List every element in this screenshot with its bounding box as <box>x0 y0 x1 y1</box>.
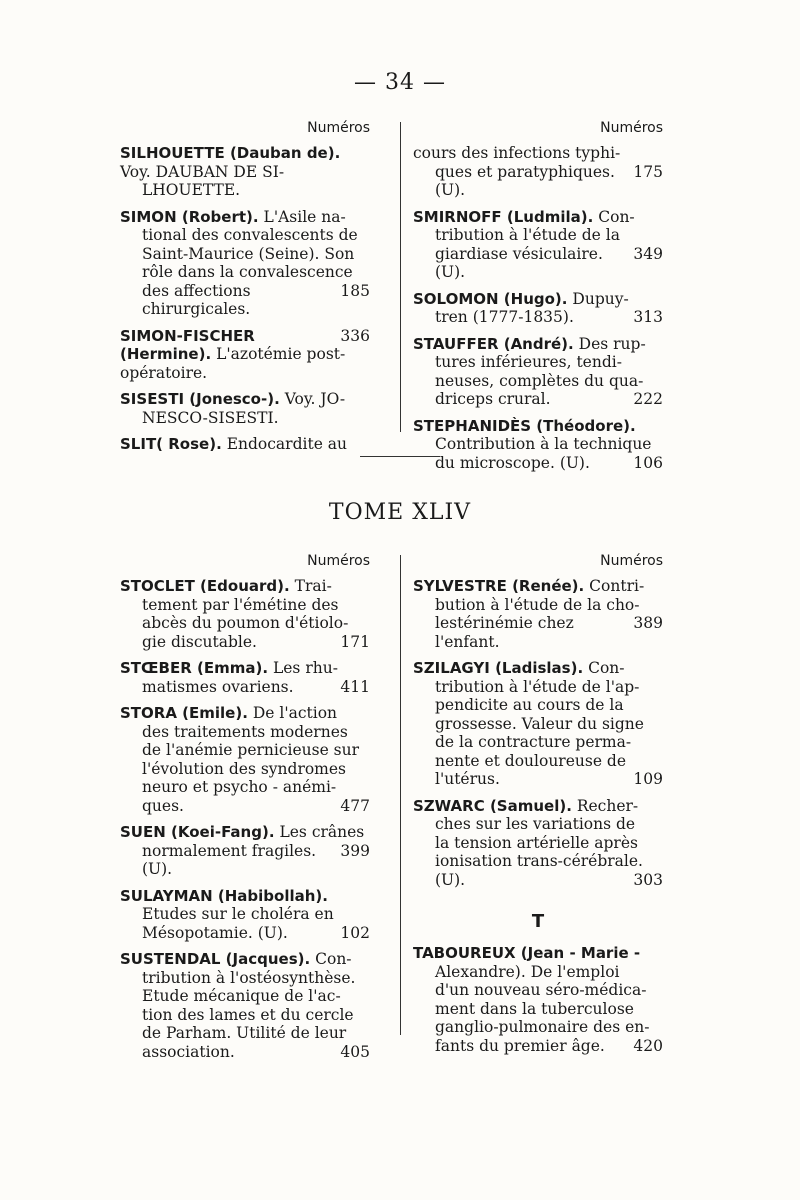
entry-number: 102 <box>340 923 370 942</box>
entry-text-line: NESCO-SISESTI. <box>142 408 279 427</box>
entry-text-line: de la contracture perma- <box>435 733 632 751</box>
entry-text-line: tren (1777-1835). <box>435 308 574 326</box>
top-right-column <box>413 120 663 480</box>
entry-author: SZWARC (Samuel). <box>413 796 572 815</box>
entry-text-line: l'utérus. <box>435 770 500 788</box>
entry-first-line <box>120 659 370 678</box>
entry-author: SLIT( Rose). <box>120 435 222 453</box>
entry-text-line: neuro et psycho - anémi- <box>142 778 337 796</box>
index-entry <box>120 327 370 383</box>
entry-number: 109 <box>633 770 663 788</box>
index-entry <box>413 797 663 890</box>
entry-text-line: (U). <box>435 870 466 889</box>
entry-list <box>413 144 663 472</box>
entry-text-line: normalement fragiles. (U). <box>142 841 317 878</box>
entry-first-line <box>413 144 663 163</box>
entry-text: Con- <box>315 950 352 968</box>
index-entry <box>120 144 370 200</box>
column-divider <box>400 555 401 1035</box>
page-number: — 34 — <box>354 70 446 95</box>
entry-text: Endocardite au <box>226 435 348 453</box>
entry-text-line: neuses, complètes du qua- <box>435 371 644 390</box>
entry-first-line <box>120 887 370 906</box>
entry-author: SIMON-FISCHER (Hermine). <box>120 326 255 363</box>
entry-author: SUSTENDAL (Jacques). <box>120 950 311 968</box>
entry-number: 349 <box>633 244 663 263</box>
entry-author: TABOUREUX (Jean - Marie - <box>413 944 641 962</box>
entry-text-line: Alexandre). De l'emploi <box>435 962 620 981</box>
entry-first-line <box>120 327 370 383</box>
entry-text-line: ques et paratyphiques. (U). <box>435 162 615 199</box>
entry-author: SIMON (Robert). <box>120 207 259 226</box>
entry-first-line <box>413 335 663 354</box>
entry-text-line: du microscope. (U). <box>435 453 590 472</box>
entry-first-line <box>413 659 663 678</box>
index-entry <box>120 390 370 427</box>
entry-text: Voy. JO- <box>284 390 346 408</box>
entry-text: Recher- <box>576 796 639 815</box>
entry-text-line: la tension artérielle après <box>435 833 638 852</box>
entry-author: STŒBER (Emma). <box>120 659 269 677</box>
entry-text-line: tional des convalescents de <box>142 226 358 244</box>
entry-first-line <box>413 417 663 436</box>
entry-text: Trai- <box>294 577 332 595</box>
entry-text-line: tures inférieures, tendi- <box>435 353 622 371</box>
entry-first-line <box>413 577 663 596</box>
entry-first-line <box>413 208 663 227</box>
index-entry <box>413 577 663 651</box>
entry-first-line <box>413 290 663 309</box>
entry-text: Les crânes <box>279 823 365 841</box>
entry-number: 222 <box>633 390 663 408</box>
index-entry <box>120 208 370 319</box>
entry-first-line <box>120 823 370 842</box>
entry-first-line <box>120 144 370 181</box>
index-entry <box>120 577 370 651</box>
index-entry <box>413 208 663 282</box>
entry-text-line: tion des lames et du cercle <box>142 1005 354 1024</box>
index-entry <box>120 950 370 1061</box>
entry-text: Voy. DAUBAN DE SI- <box>120 162 285 181</box>
entry-text-line: Contribution à la technique <box>435 435 652 453</box>
column-header: Numéros <box>600 120 663 136</box>
index-entry <box>120 823 370 879</box>
entry-number: 175 <box>633 162 663 181</box>
entry-text-line: matismes ovariens. <box>142 677 294 696</box>
entry-list <box>413 944 663 1055</box>
entry-text: Con- <box>588 659 625 677</box>
entry-text-line: Etude mécanique de l'ac- <box>142 987 341 1005</box>
entry-number: 185 <box>340 281 370 300</box>
entry-author: STAUFFER (André). <box>413 334 574 353</box>
bottom-left-column <box>120 553 370 1069</box>
entry-text-line: nente et douloureuse de <box>435 751 627 770</box>
entry-text-line: gie discutable. <box>142 632 257 651</box>
entry-text-line: des affections chirurgicales. <box>142 281 251 318</box>
entry-text-line: association. <box>142 1042 235 1061</box>
entry-text-line: ques. <box>142 796 184 815</box>
entry-text-line: Mésopotamie. (U). <box>142 923 288 942</box>
entry-text-line: ganglio-pulmonaire des en- <box>435 1018 650 1036</box>
entry-text-line: de l'anémie pernicieuse sur <box>142 741 360 759</box>
entry-author: STOCLET (Edouard). <box>120 577 290 595</box>
entry-text-line: tribution à l'ostéosynthèse. <box>142 968 356 987</box>
entry-number: 420 <box>633 1036 663 1055</box>
entry-text-line: rôle dans la convalescence <box>142 263 353 281</box>
entry-list <box>120 577 370 1061</box>
entry-text-line: lestérinémie chez l'enfant. <box>435 614 574 651</box>
entry-number: 405 <box>340 1042 370 1061</box>
entry-author: SILHOUETTE (Dauban de). <box>120 144 341 162</box>
index-entry <box>413 659 663 789</box>
top-left-column <box>120 120 370 462</box>
entry-author: STEPHANIDÈS (Théodore). <box>413 416 636 435</box>
entry-text: Con- <box>598 207 635 226</box>
entry-text-line: des traitements modernes <box>142 722 348 741</box>
column-header: Numéros <box>600 553 663 569</box>
entry-first-line <box>120 435 370 454</box>
entry-author: SZILAGYI (Ladislas). <box>413 659 584 677</box>
entry-first-line <box>413 944 663 963</box>
entry-text: L'Asile na- <box>263 207 346 226</box>
entry-text-line: Etudes sur le choléra en <box>142 905 334 923</box>
entry-text-line: ches sur les variations de <box>435 815 636 833</box>
entry-text-line: tribution à l'étude de l'ap- <box>435 677 640 696</box>
index-entry <box>413 290 663 327</box>
entry-text: cours des infections typhi- <box>413 144 621 162</box>
entry-author: SISESTI (Jonesco-). <box>120 390 280 408</box>
entry-number: 389 <box>633 614 663 632</box>
entry-text-line: giardiase vésiculaire. (U). <box>435 244 603 281</box>
entry-text-line: pendicite au cours de la <box>435 696 624 714</box>
entry-first-line <box>120 950 370 969</box>
entry-text-line: l'évolution des syndromes <box>142 759 347 778</box>
column-divider <box>400 122 401 432</box>
entry-text-line: LHOUETTE. <box>142 181 241 199</box>
index-entry <box>413 335 663 409</box>
entry-text-line: grossesse. Valeur du signe <box>435 714 644 733</box>
entry-number: 411 <box>340 677 370 696</box>
index-entry <box>120 704 370 815</box>
entry-author: SUEN (Koei-Fang). <box>120 823 275 841</box>
entry-text-line: d'un nouveau séro-médica- <box>435 981 647 999</box>
entry-text-line: tement par l'émétine des <box>142 595 339 614</box>
entry-text-line: tribution à l'étude de la <box>435 226 620 244</box>
entry-number: 303 <box>633 870 663 889</box>
entry-first-line <box>120 390 370 409</box>
section-letter: T <box>531 911 545 932</box>
index-entry <box>120 659 370 696</box>
entry-author: SYLVESTRE (Renée). <box>413 577 585 595</box>
tome-heading: TOME XLIV <box>328 500 472 525</box>
entry-author: SULAYMAN (Habibollah). <box>120 886 328 905</box>
entry-first-line <box>120 577 370 596</box>
entry-number: 477 <box>340 796 370 815</box>
entry-number: 313 <box>633 308 663 326</box>
entry-text: Dupuy- <box>572 289 629 308</box>
column-header: Numéros <box>307 120 370 136</box>
entry-first-line <box>120 704 370 723</box>
entry-text-line: Saint-Maurice (Seine). Son <box>142 244 355 263</box>
entry-number: 171 <box>340 632 370 651</box>
entry-number: 106 <box>633 453 663 472</box>
index-entry <box>413 144 663 200</box>
entry-text-line: de Parham. Utilité de leur <box>142 1024 347 1042</box>
entry-author: STORA (Emile). <box>120 704 248 722</box>
entry-text-line: abcès du poumon d'étiolo- <box>142 614 349 632</box>
entry-first-line <box>120 208 370 227</box>
entry-text: Contri- <box>589 577 645 595</box>
entry-author: SMIRNOFF (Ludmila). <box>413 207 594 226</box>
entry-text-line: bution à l'étude de la cho- <box>435 595 640 614</box>
entry-text: Les rhu- <box>272 659 338 677</box>
bottom-right-column <box>413 553 663 1063</box>
entry-text-line: ionisation trans-cérébrale. <box>435 852 643 870</box>
index-entry <box>120 435 370 454</box>
index-entry <box>413 944 663 1055</box>
entry-text: L'azotémie post-opératoire. <box>120 345 346 382</box>
entry-text-line: driceps crural. <box>435 390 551 408</box>
index-entry <box>413 417 663 473</box>
entry-number: 336 <box>340 326 370 345</box>
entry-list <box>120 144 370 454</box>
entry-author: SOLOMON (Hugo). <box>413 289 568 308</box>
section-rule <box>360 456 440 457</box>
entry-text-line: ment dans la tuberculose <box>435 999 634 1018</box>
entry-first-line <box>413 797 663 816</box>
entry-list <box>413 577 663 889</box>
index-entry <box>120 887 370 943</box>
entry-text: Des rup- <box>578 334 646 353</box>
entry-number: 399 <box>340 841 370 860</box>
entry-text-line: fants du premier âge. <box>435 1036 605 1055</box>
entry-text: De l'action <box>252 704 338 722</box>
column-header: Numéros <box>307 553 370 569</box>
